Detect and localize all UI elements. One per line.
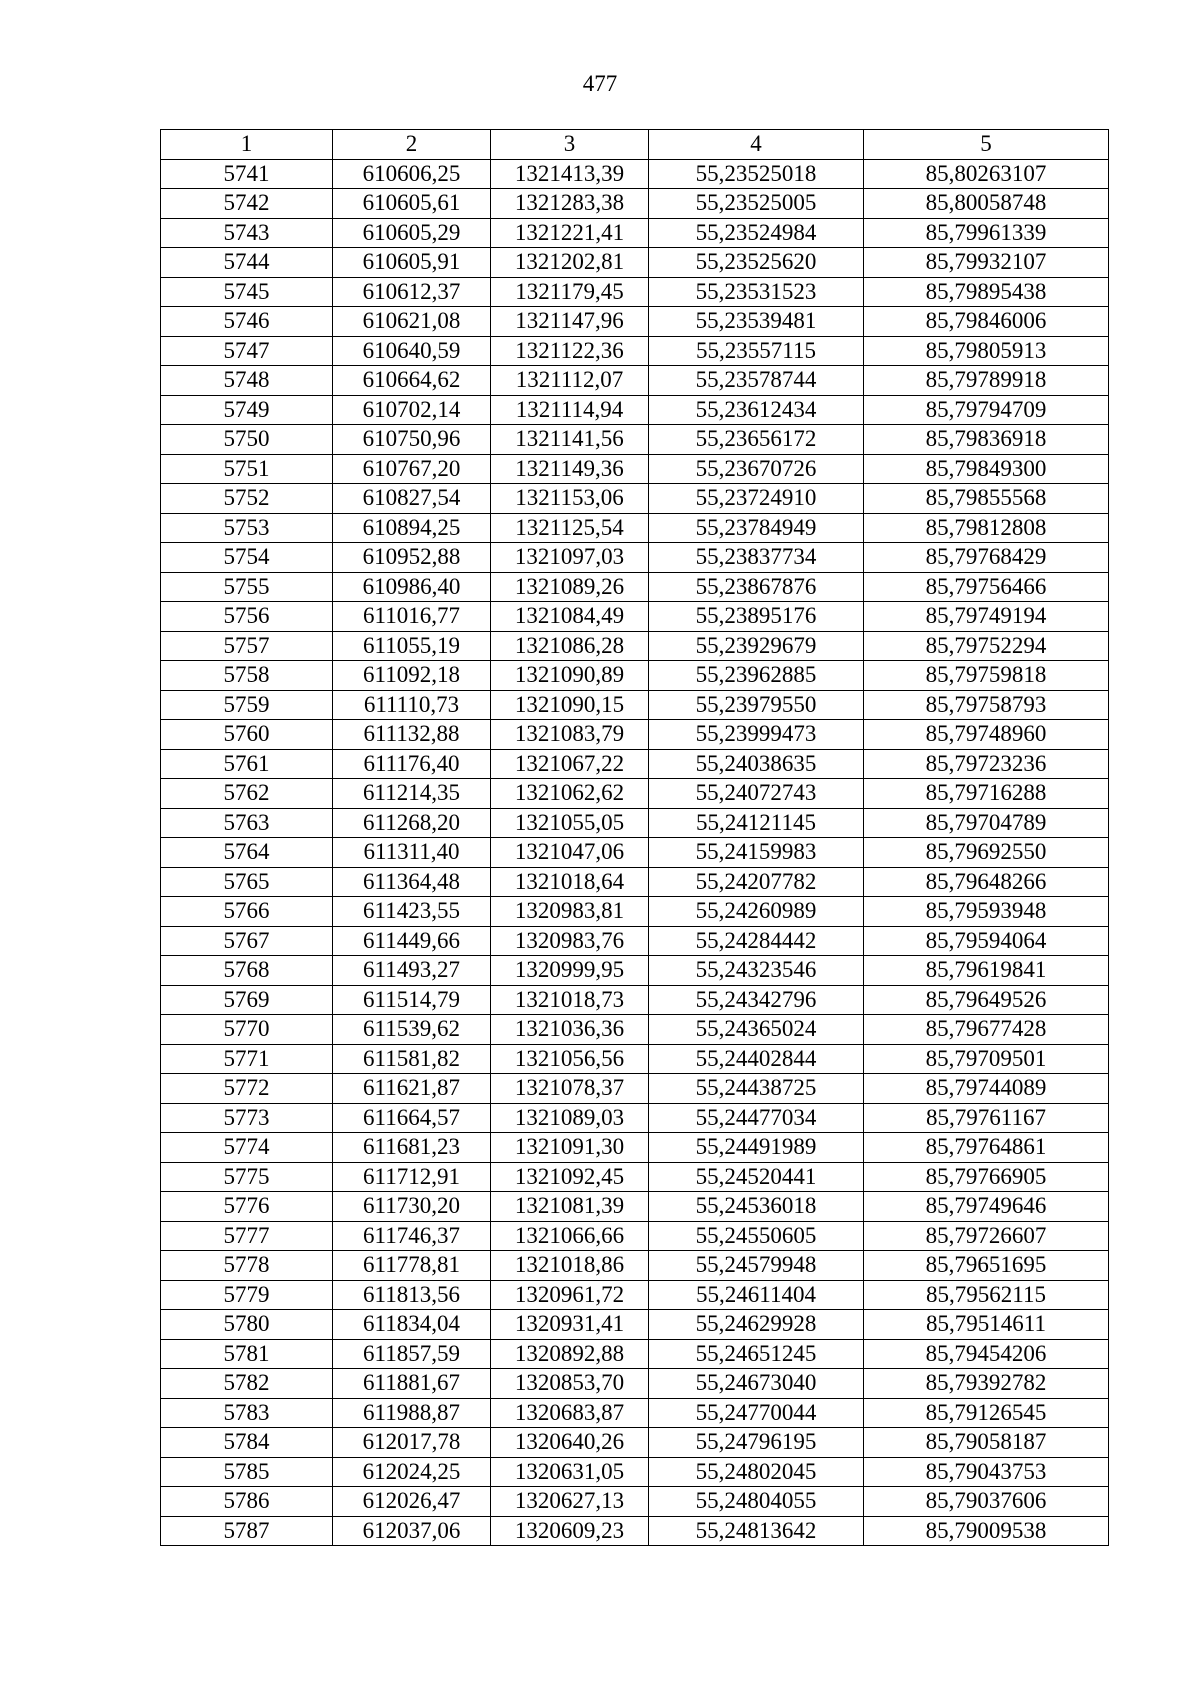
- point-number-cell: 5754: [161, 543, 333, 573]
- point-number-cell: 5787: [161, 1516, 333, 1546]
- table-row: [161, 1457, 1109, 1487]
- latitude-cell: 55,23979550: [649, 690, 864, 720]
- table-row: [161, 838, 1109, 868]
- table-row: [161, 1133, 1109, 1163]
- y-coordinate-cell: 1321221,41: [491, 218, 649, 248]
- latitude-cell: 55,23531523: [649, 277, 864, 307]
- y-coordinate-cell: 1320609,23: [491, 1516, 649, 1546]
- table-row: [161, 484, 1109, 514]
- table-row: [161, 1103, 1109, 1133]
- x-coordinate-cell: 611110,73: [333, 690, 491, 720]
- x-coordinate-cell: 611621,87: [333, 1074, 491, 1104]
- point-number-cell: 5760: [161, 720, 333, 750]
- point-number-cell: 5777: [161, 1221, 333, 1251]
- point-number-cell: 5743: [161, 218, 333, 248]
- column-header: 3: [491, 130, 649, 160]
- table-row: [161, 985, 1109, 1015]
- y-coordinate-cell: 1321114,94: [491, 395, 649, 425]
- table-row: [161, 867, 1109, 897]
- x-coordinate-cell: 612037,06: [333, 1516, 491, 1546]
- latitude-cell: 55,23724910: [649, 484, 864, 514]
- table-row: [161, 513, 1109, 543]
- x-coordinate-cell: 611712,91: [333, 1162, 491, 1192]
- latitude-cell: 55,24770044: [649, 1398, 864, 1428]
- y-coordinate-cell: 1321086,28: [491, 631, 649, 661]
- latitude-cell: 55,23525005: [649, 189, 864, 219]
- latitude-cell: 55,24038635: [649, 749, 864, 779]
- y-coordinate-cell: 1321055,05: [491, 808, 649, 838]
- x-coordinate-cell: 610606,25: [333, 159, 491, 189]
- table-row: [161, 749, 1109, 779]
- table-row: [161, 1162, 1109, 1192]
- point-number-cell: 5759: [161, 690, 333, 720]
- longitude-cell: 85,79749194: [864, 602, 1109, 632]
- x-coordinate-cell: 610750,96: [333, 425, 491, 455]
- point-number-cell: 5778: [161, 1251, 333, 1281]
- longitude-cell: 85,79726607: [864, 1221, 1109, 1251]
- point-number-cell: 5755: [161, 572, 333, 602]
- latitude-cell: 55,23539481: [649, 307, 864, 337]
- x-coordinate-cell: 611988,87: [333, 1398, 491, 1428]
- point-number-cell: 5781: [161, 1339, 333, 1369]
- x-coordinate-cell: 611055,19: [333, 631, 491, 661]
- point-number-cell: 5749: [161, 395, 333, 425]
- y-coordinate-cell: 1320683,87: [491, 1398, 649, 1428]
- x-coordinate-cell: 612026,47: [333, 1487, 491, 1517]
- point-number-cell: 5771: [161, 1044, 333, 1074]
- y-coordinate-cell: 1321090,15: [491, 690, 649, 720]
- table-row: [161, 779, 1109, 809]
- table-row: [161, 956, 1109, 986]
- x-coordinate-cell: 610605,91: [333, 248, 491, 278]
- longitude-cell: 85,79849300: [864, 454, 1109, 484]
- point-number-cell: 5766: [161, 897, 333, 927]
- longitude-cell: 85,79758793: [864, 690, 1109, 720]
- y-coordinate-cell: 1321097,03: [491, 543, 649, 573]
- point-number-cell: 5786: [161, 1487, 333, 1517]
- point-number-cell: 5773: [161, 1103, 333, 1133]
- latitude-cell: 55,24491989: [649, 1133, 864, 1163]
- longitude-cell: 85,79058187: [864, 1428, 1109, 1458]
- coordinates-table: [160, 129, 1109, 1546]
- table-row: [161, 1398, 1109, 1428]
- longitude-cell: 85,79594064: [864, 926, 1109, 956]
- x-coordinate-cell: 611834,04: [333, 1310, 491, 1340]
- y-coordinate-cell: 1320640,26: [491, 1428, 649, 1458]
- y-coordinate-cell: 1320983,81: [491, 897, 649, 927]
- point-number-cell: 5784: [161, 1428, 333, 1458]
- longitude-cell: 85,79651695: [864, 1251, 1109, 1281]
- latitude-cell: 55,24477034: [649, 1103, 864, 1133]
- point-number-cell: 5785: [161, 1457, 333, 1487]
- y-coordinate-cell: 1321089,03: [491, 1103, 649, 1133]
- point-number-cell: 5756: [161, 602, 333, 632]
- longitude-cell: 85,79756466: [864, 572, 1109, 602]
- point-number-cell: 5751: [161, 454, 333, 484]
- point-number-cell: 5783: [161, 1398, 333, 1428]
- column-header: 4: [649, 130, 864, 160]
- table-row: [161, 1516, 1109, 1546]
- page-number: 477: [582, 71, 618, 96]
- y-coordinate-cell: 1320892,88: [491, 1339, 649, 1369]
- x-coordinate-cell: 611311,40: [333, 838, 491, 868]
- latitude-cell: 55,23612434: [649, 395, 864, 425]
- point-number-cell: 5741: [161, 159, 333, 189]
- x-coordinate-cell: 611423,55: [333, 897, 491, 927]
- point-number-cell: 5758: [161, 661, 333, 691]
- point-number-cell: 5768: [161, 956, 333, 986]
- point-number-cell: 5752: [161, 484, 333, 514]
- y-coordinate-cell: 1321202,81: [491, 248, 649, 278]
- latitude-cell: 55,24796195: [649, 1428, 864, 1458]
- x-coordinate-cell: 610767,20: [333, 454, 491, 484]
- table-row: [161, 1487, 1109, 1517]
- latitude-cell: 55,24802045: [649, 1457, 864, 1487]
- column-header: 5: [864, 130, 1109, 160]
- y-coordinate-cell: 1321112,07: [491, 366, 649, 396]
- longitude-cell: 85,79895438: [864, 277, 1109, 307]
- latitude-cell: 55,23999473: [649, 720, 864, 750]
- longitude-cell: 85,80058748: [864, 189, 1109, 219]
- x-coordinate-cell: 612024,25: [333, 1457, 491, 1487]
- x-coordinate-cell: 610664,62: [333, 366, 491, 396]
- table-row: [161, 218, 1109, 248]
- point-number-cell: 5780: [161, 1310, 333, 1340]
- y-coordinate-cell: 1321413,39: [491, 159, 649, 189]
- y-coordinate-cell: 1321147,96: [491, 307, 649, 337]
- point-number-cell: 5753: [161, 513, 333, 543]
- longitude-cell: 85,79794709: [864, 395, 1109, 425]
- y-coordinate-cell: 1321067,22: [491, 749, 649, 779]
- longitude-cell: 85,79932107: [864, 248, 1109, 278]
- point-number-cell: 5750: [161, 425, 333, 455]
- x-coordinate-cell: 610702,14: [333, 395, 491, 425]
- longitude-cell: 85,79037606: [864, 1487, 1109, 1517]
- x-coordinate-cell: 611539,62: [333, 1015, 491, 1045]
- longitude-cell: 85,79716288: [864, 779, 1109, 809]
- column-header: 1: [161, 130, 333, 160]
- y-coordinate-cell: 1321089,26: [491, 572, 649, 602]
- point-number-cell: 5767: [161, 926, 333, 956]
- y-coordinate-cell: 1321066,66: [491, 1221, 649, 1251]
- table-row: [161, 543, 1109, 573]
- longitude-cell: 85,79593948: [864, 897, 1109, 927]
- point-number-cell: 5764: [161, 838, 333, 868]
- table-row: [161, 572, 1109, 602]
- y-coordinate-cell: 1320983,76: [491, 926, 649, 956]
- x-coordinate-cell: 610605,61: [333, 189, 491, 219]
- longitude-cell: 85,79749646: [864, 1192, 1109, 1222]
- y-coordinate-cell: 1321081,39: [491, 1192, 649, 1222]
- longitude-cell: 85,79562115: [864, 1280, 1109, 1310]
- table-row: [161, 366, 1109, 396]
- latitude-cell: 55,23557115: [649, 336, 864, 366]
- latitude-cell: 55,23656172: [649, 425, 864, 455]
- longitude-cell: 85,79764861: [864, 1133, 1109, 1163]
- latitude-cell: 55,24207782: [649, 867, 864, 897]
- y-coordinate-cell: 1321153,06: [491, 484, 649, 514]
- y-coordinate-cell: 1321283,38: [491, 189, 649, 219]
- y-coordinate-cell: 1320631,05: [491, 1457, 649, 1487]
- table-row: [161, 602, 1109, 632]
- longitude-cell: 85,79744089: [864, 1074, 1109, 1104]
- latitude-cell: 55,23929679: [649, 631, 864, 661]
- latitude-cell: 55,23784949: [649, 513, 864, 543]
- table-row: [161, 1369, 1109, 1399]
- point-number-cell: 5779: [161, 1280, 333, 1310]
- x-coordinate-cell: 611857,59: [333, 1339, 491, 1369]
- y-coordinate-cell: 1321084,49: [491, 602, 649, 632]
- y-coordinate-cell: 1321036,36: [491, 1015, 649, 1045]
- x-coordinate-cell: 611730,20: [333, 1192, 491, 1222]
- y-coordinate-cell: 1321092,45: [491, 1162, 649, 1192]
- table-row: [161, 1339, 1109, 1369]
- y-coordinate-cell: 1321141,56: [491, 425, 649, 455]
- longitude-cell: 85,79704789: [864, 808, 1109, 838]
- longitude-cell: 85,79514611: [864, 1310, 1109, 1340]
- x-coordinate-cell: 611449,66: [333, 926, 491, 956]
- table-row: [161, 277, 1109, 307]
- latitude-cell: 55,24260989: [649, 897, 864, 927]
- table-row: [161, 454, 1109, 484]
- y-coordinate-cell: 1320931,41: [491, 1310, 649, 1340]
- x-coordinate-cell: 611268,20: [333, 808, 491, 838]
- longitude-cell: 85,79619841: [864, 956, 1109, 986]
- longitude-cell: 85,79392782: [864, 1369, 1109, 1399]
- latitude-cell: 55,23670726: [649, 454, 864, 484]
- longitude-cell: 85,79692550: [864, 838, 1109, 868]
- latitude-cell: 55,24323546: [649, 956, 864, 986]
- latitude-cell: 55,24121145: [649, 808, 864, 838]
- latitude-cell: 55,23525018: [649, 159, 864, 189]
- x-coordinate-cell: 610605,29: [333, 218, 491, 248]
- y-coordinate-cell: 1320999,95: [491, 956, 649, 986]
- longitude-cell: 85,79648266: [864, 867, 1109, 897]
- x-coordinate-cell: 611746,37: [333, 1221, 491, 1251]
- x-coordinate-cell: 612017,78: [333, 1428, 491, 1458]
- table-row: [161, 897, 1109, 927]
- table-row: [161, 1015, 1109, 1045]
- latitude-cell: 55,24520441: [649, 1162, 864, 1192]
- latitude-cell: 55,24550605: [649, 1221, 864, 1251]
- column-header: 2: [333, 130, 491, 160]
- longitude-cell: 85,79126545: [864, 1398, 1109, 1428]
- latitude-cell: 55,24284442: [649, 926, 864, 956]
- latitude-cell: 55,23525620: [649, 248, 864, 278]
- table-row: [161, 1310, 1109, 1340]
- y-coordinate-cell: 1321047,06: [491, 838, 649, 868]
- point-number-cell: 5744: [161, 248, 333, 278]
- y-coordinate-cell: 1321062,62: [491, 779, 649, 809]
- point-number-cell: 5769: [161, 985, 333, 1015]
- table-row: [161, 808, 1109, 838]
- y-coordinate-cell: 1321083,79: [491, 720, 649, 750]
- table-row: [161, 720, 1109, 750]
- table-row: [161, 926, 1109, 956]
- longitude-cell: 85,79761167: [864, 1103, 1109, 1133]
- x-coordinate-cell: 611016,77: [333, 602, 491, 632]
- longitude-cell: 85,79805913: [864, 336, 1109, 366]
- point-number-cell: 5745: [161, 277, 333, 307]
- longitude-cell: 85,79836918: [864, 425, 1109, 455]
- table-row: [161, 1192, 1109, 1222]
- table-row: [161, 661, 1109, 691]
- latitude-cell: 55,24072743: [649, 779, 864, 809]
- x-coordinate-cell: 611778,81: [333, 1251, 491, 1281]
- y-coordinate-cell: 1320853,70: [491, 1369, 649, 1399]
- latitude-cell: 55,23837734: [649, 543, 864, 573]
- latitude-cell: 55,23895176: [649, 602, 864, 632]
- latitude-cell: 55,24342796: [649, 985, 864, 1015]
- table-header-row: [161, 130, 1109, 160]
- latitude-cell: 55,24536018: [649, 1192, 864, 1222]
- point-number-cell: 5742: [161, 189, 333, 219]
- table-row: [161, 631, 1109, 661]
- y-coordinate-cell: 1321125,54: [491, 513, 649, 543]
- x-coordinate-cell: 611214,35: [333, 779, 491, 809]
- longitude-cell: 85,79009538: [864, 1516, 1109, 1546]
- latitude-cell: 55,23578744: [649, 366, 864, 396]
- point-number-cell: 5776: [161, 1192, 333, 1222]
- y-coordinate-cell: 1321018,86: [491, 1251, 649, 1281]
- x-coordinate-cell: 611132,88: [333, 720, 491, 750]
- point-number-cell: 5748: [161, 366, 333, 396]
- y-coordinate-cell: 1321078,37: [491, 1074, 649, 1104]
- latitude-cell: 55,24673040: [649, 1369, 864, 1399]
- longitude-cell: 85,79752294: [864, 631, 1109, 661]
- y-coordinate-cell: 1321122,36: [491, 336, 649, 366]
- longitude-cell: 85,79812808: [864, 513, 1109, 543]
- longitude-cell: 85,79759818: [864, 661, 1109, 691]
- x-coordinate-cell: 610827,54: [333, 484, 491, 514]
- x-coordinate-cell: 611364,48: [333, 867, 491, 897]
- y-coordinate-cell: 1320961,72: [491, 1280, 649, 1310]
- x-coordinate-cell: 610621,08: [333, 307, 491, 337]
- table-row: [161, 1251, 1109, 1281]
- latitude-cell: 55,24159983: [649, 838, 864, 868]
- x-coordinate-cell: 610986,40: [333, 572, 491, 602]
- x-coordinate-cell: 610640,59: [333, 336, 491, 366]
- x-coordinate-cell: 611176,40: [333, 749, 491, 779]
- latitude-cell: 55,24438725: [649, 1074, 864, 1104]
- latitude-cell: 55,24804055: [649, 1487, 864, 1517]
- longitude-cell: 85,79846006: [864, 307, 1109, 337]
- point-number-cell: 5782: [161, 1369, 333, 1399]
- longitude-cell: 85,79855568: [864, 484, 1109, 514]
- x-coordinate-cell: 611664,57: [333, 1103, 491, 1133]
- point-number-cell: 5747: [161, 336, 333, 366]
- table-row: [161, 336, 1109, 366]
- table-row: [161, 1280, 1109, 1310]
- table-row: [161, 307, 1109, 337]
- table-row: [161, 189, 1109, 219]
- point-number-cell: 5763: [161, 808, 333, 838]
- longitude-cell: 85,79768429: [864, 543, 1109, 573]
- x-coordinate-cell: 611681,23: [333, 1133, 491, 1163]
- x-coordinate-cell: 610894,25: [333, 513, 491, 543]
- y-coordinate-cell: 1321018,64: [491, 867, 649, 897]
- latitude-cell: 55,24579948: [649, 1251, 864, 1281]
- longitude-cell: 85,79043753: [864, 1457, 1109, 1487]
- latitude-cell: 55,24402844: [649, 1044, 864, 1074]
- point-number-cell: 5765: [161, 867, 333, 897]
- table-row: [161, 425, 1109, 455]
- longitude-cell: 85,79649526: [864, 985, 1109, 1015]
- longitude-cell: 85,79677428: [864, 1015, 1109, 1045]
- y-coordinate-cell: 1321091,30: [491, 1133, 649, 1163]
- point-number-cell: 5757: [161, 631, 333, 661]
- point-number-cell: 5746: [161, 307, 333, 337]
- latitude-cell: 55,24813642: [649, 1516, 864, 1546]
- x-coordinate-cell: 610612,37: [333, 277, 491, 307]
- x-coordinate-cell: 611493,27: [333, 956, 491, 986]
- longitude-cell: 85,79748960: [864, 720, 1109, 750]
- longitude-cell: 85,79723236: [864, 749, 1109, 779]
- x-coordinate-cell: 610952,88: [333, 543, 491, 573]
- x-coordinate-cell: 611514,79: [333, 985, 491, 1015]
- x-coordinate-cell: 611092,18: [333, 661, 491, 691]
- table-row: [161, 1044, 1109, 1074]
- point-number-cell: 5774: [161, 1133, 333, 1163]
- table-body: [161, 159, 1109, 1546]
- x-coordinate-cell: 611813,56: [333, 1280, 491, 1310]
- point-number-cell: 5770: [161, 1015, 333, 1045]
- x-coordinate-cell: 611881,67: [333, 1369, 491, 1399]
- longitude-cell: 85,79766905: [864, 1162, 1109, 1192]
- y-coordinate-cell: 1320627,13: [491, 1487, 649, 1517]
- point-number-cell: 5772: [161, 1074, 333, 1104]
- latitude-cell: 55,23524984: [649, 218, 864, 248]
- longitude-cell: 85,80263107: [864, 159, 1109, 189]
- latitude-cell: 55,24365024: [649, 1015, 864, 1045]
- latitude-cell: 55,23867876: [649, 572, 864, 602]
- y-coordinate-cell: 1321149,36: [491, 454, 649, 484]
- latitude-cell: 55,23962885: [649, 661, 864, 691]
- longitude-cell: 85,79961339: [864, 218, 1109, 248]
- x-coordinate-cell: 611581,82: [333, 1044, 491, 1074]
- point-number-cell: 5762: [161, 779, 333, 809]
- y-coordinate-cell: 1321018,73: [491, 985, 649, 1015]
- table-row: [161, 1428, 1109, 1458]
- y-coordinate-cell: 1321179,45: [491, 277, 649, 307]
- table-row: [161, 1074, 1109, 1104]
- table-row: [161, 690, 1109, 720]
- table-row: [161, 395, 1109, 425]
- latitude-cell: 55,24629928: [649, 1310, 864, 1340]
- longitude-cell: 85,79789918: [864, 366, 1109, 396]
- latitude-cell: 55,24651245: [649, 1339, 864, 1369]
- table-row: [161, 1221, 1109, 1251]
- y-coordinate-cell: 1321090,89: [491, 661, 649, 691]
- latitude-cell: 55,24611404: [649, 1280, 864, 1310]
- y-coordinate-cell: 1321056,56: [491, 1044, 649, 1074]
- table-row: [161, 159, 1109, 189]
- longitude-cell: 85,79709501: [864, 1044, 1109, 1074]
- longitude-cell: 85,79454206: [864, 1339, 1109, 1369]
- point-number-cell: 5761: [161, 749, 333, 779]
- table-row: [161, 248, 1109, 278]
- point-number-cell: 5775: [161, 1162, 333, 1192]
